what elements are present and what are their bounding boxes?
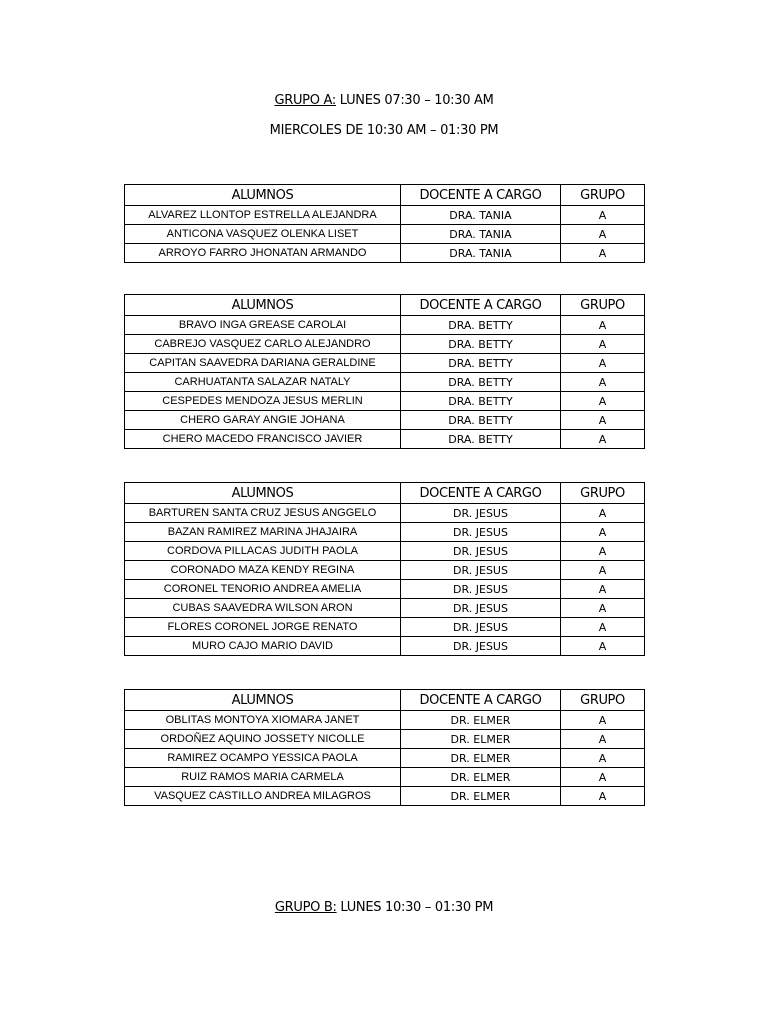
teacher-cell: DR. JESUS (401, 504, 561, 523)
teacher-cell: DRA. BETTY (401, 335, 561, 354)
group-cell: A (561, 768, 645, 787)
group-cell: A (561, 730, 645, 749)
teacher-cell: DRA. BETTY (401, 411, 561, 430)
table-row (125, 411, 645, 430)
teacher-cell: DR. JESUS (401, 580, 561, 599)
teacher-column-header: DOCENTE A CARGO (401, 185, 561, 206)
table-row (125, 206, 645, 225)
student-name-cell: CORONEL TENORIO ANDREA AMELIA (125, 580, 401, 599)
teacher-column-header: DOCENTE A CARGO (401, 295, 561, 316)
table-row (125, 618, 645, 637)
group-b-label: GRUPO B: (274, 900, 337, 915)
student-name-cell: CARHUATANTA SALAZAR NATALY (125, 373, 401, 392)
table-header-row (125, 690, 645, 711)
table-row (125, 730, 645, 749)
group-cell: A (561, 580, 645, 599)
group-cell: A (561, 373, 645, 392)
group-cell: A (561, 618, 645, 637)
student-name-cell: BRAVO INGA GREASE CAROLAI (125, 316, 401, 335)
teacher-cell: DRA. BETTY (401, 392, 561, 411)
table-row (125, 599, 645, 618)
group-column-header: GRUPO (561, 295, 645, 316)
table-row (125, 768, 645, 787)
group-cell: A (561, 316, 645, 335)
student-name-cell: CUBAS SAAVEDRA WILSON ARON (125, 599, 401, 618)
group-cell: A (561, 392, 645, 411)
student-name-cell: CAPITAN SAAVEDRA DARIANA GERALDINE (125, 354, 401, 373)
teacher-cell: DR. JESUS (401, 618, 561, 637)
student-name-cell: CORDOVA PILLACAS JUDITH PAOLA (125, 542, 401, 561)
group-cell: A (561, 430, 645, 449)
teacher-cell: DR. ELMER (401, 787, 561, 806)
group-cell: A (561, 504, 645, 523)
group-cell: A (561, 225, 645, 244)
group-cell: A (561, 335, 645, 354)
student-name-cell: CHERO GARAY ANGIE JOHANA (125, 411, 401, 430)
table-row (125, 225, 645, 244)
table-row (125, 354, 645, 373)
table-header-row (125, 185, 645, 206)
student-name-cell: MURO CAJO MARIO DAVID (125, 637, 401, 656)
teacher-cell: DR. JESUS (401, 637, 561, 656)
student-name-cell: CESPEDES MENDOZA JESUS MERLIN (125, 392, 401, 411)
students-column-header: ALUMNOS (125, 483, 401, 504)
table-header-row (125, 295, 645, 316)
table-row (125, 504, 645, 523)
group-a-heading (0, 93, 768, 108)
table-row (125, 523, 645, 542)
table-row (125, 316, 645, 335)
table-row (125, 749, 645, 768)
table-row (125, 430, 645, 449)
group-a-label: GRUPO A: (274, 93, 336, 108)
group-cell: A (561, 787, 645, 806)
group-a-schedule: LUNES 07:30 – 10:30 AM (335, 93, 494, 108)
teacher-column-header: DOCENTE A CARGO (401, 483, 561, 504)
group-b-schedule: LUNES 10:30 – 01:30 PM (336, 900, 494, 915)
group-cell: A (561, 206, 645, 225)
teacher-cell: DRA. BETTY (401, 316, 561, 335)
teacher-cell: DR. ELMER (401, 711, 561, 730)
teacher-cell: DR. JESUS (401, 561, 561, 580)
group-cell: A (561, 599, 645, 618)
teacher-cell: DRA. BETTY (401, 373, 561, 392)
student-name-cell: CABREJO VASQUEZ CARLO ALEJANDRO (125, 335, 401, 354)
student-name-cell: CORONADO MAZA KENDY REGINA (125, 561, 401, 580)
table-row (125, 244, 645, 263)
table-row (125, 711, 645, 730)
student-name-cell: ARROYO FARRO JHONATAN ARMANDO (125, 244, 401, 263)
teacher-cell: DRA. TANIA (401, 206, 561, 225)
group-column-header: GRUPO (561, 185, 645, 206)
teacher-cell: DR. ELMER (401, 730, 561, 749)
group-cell: A (561, 411, 645, 430)
student-name-cell: ANTICONA VASQUEZ OLENKA LISET (125, 225, 401, 244)
teacher-cell: DR. JESUS (401, 599, 561, 618)
students-column-header: ALUMNOS (125, 185, 401, 206)
student-name-cell: OBLITAS MONTOYA XIOMARA JANET (125, 711, 401, 730)
student-name-cell: ALVAREZ LLONTOP ESTRELLA ALEJANDRA (125, 206, 401, 225)
table-row (125, 542, 645, 561)
group-cell: A (561, 637, 645, 656)
group-cell: A (561, 749, 645, 768)
table-row (125, 637, 645, 656)
teacher-cell: DR. ELMER (401, 749, 561, 768)
student-name-cell: VASQUEZ CASTILLO ANDREA MILAGROS (125, 787, 401, 806)
roster-table-elmer (124, 689, 645, 806)
table-row (125, 561, 645, 580)
roster-table-jesus (124, 482, 645, 656)
student-name-cell: ORDOÑEZ AQUINO JOSSETY NICOLLE (125, 730, 401, 749)
teacher-cell: DRA. BETTY (401, 430, 561, 449)
student-name-cell: FLORES CORONEL JORGE RENATO (125, 618, 401, 637)
teacher-cell: DRA. BETTY (401, 354, 561, 373)
student-name-cell: RUIZ RAMOS MARIA CARMELA (125, 768, 401, 787)
students-column-header: ALUMNOS (125, 295, 401, 316)
roster-table-tania (124, 184, 645, 263)
group-a-schedule-2: MIERCOLES DE 10:30 AM – 01:30 PM (269, 123, 499, 138)
roster-table-betty (124, 294, 645, 449)
group-cell: A (561, 561, 645, 580)
teacher-cell: DR. JESUS (401, 523, 561, 542)
table-row (125, 373, 645, 392)
student-name-cell: RAMIREZ OCAMPO YESSICA PAOLA (125, 749, 401, 768)
group-column-header: GRUPO (561, 690, 645, 711)
table-row (125, 392, 645, 411)
teacher-cell: DRA. TANIA (401, 244, 561, 263)
group-cell: A (561, 354, 645, 373)
table-row (125, 787, 645, 806)
student-name-cell: BARTUREN SANTA CRUZ JESUS ANGGELO (125, 504, 401, 523)
group-cell: A (561, 711, 645, 730)
group-cell: A (561, 244, 645, 263)
students-column-header: ALUMNOS (125, 690, 401, 711)
table-row (125, 580, 645, 599)
group-b-heading (0, 900, 768, 915)
student-name-cell: BAZAN RAMIREZ MARINA JHAJAIRA (125, 523, 401, 542)
table-row (125, 335, 645, 354)
student-name-cell: CHERO MACEDO FRANCISCO JAVIER (125, 430, 401, 449)
teacher-cell: DRA. TANIA (401, 225, 561, 244)
group-cell: A (561, 542, 645, 561)
table-header-row (125, 483, 645, 504)
group-cell: A (561, 523, 645, 542)
teacher-column-header: DOCENTE A CARGO (401, 690, 561, 711)
group-column-header: GRUPO (561, 483, 645, 504)
teacher-cell: DR. ELMER (401, 768, 561, 787)
teacher-cell: DR. JESUS (401, 542, 561, 561)
